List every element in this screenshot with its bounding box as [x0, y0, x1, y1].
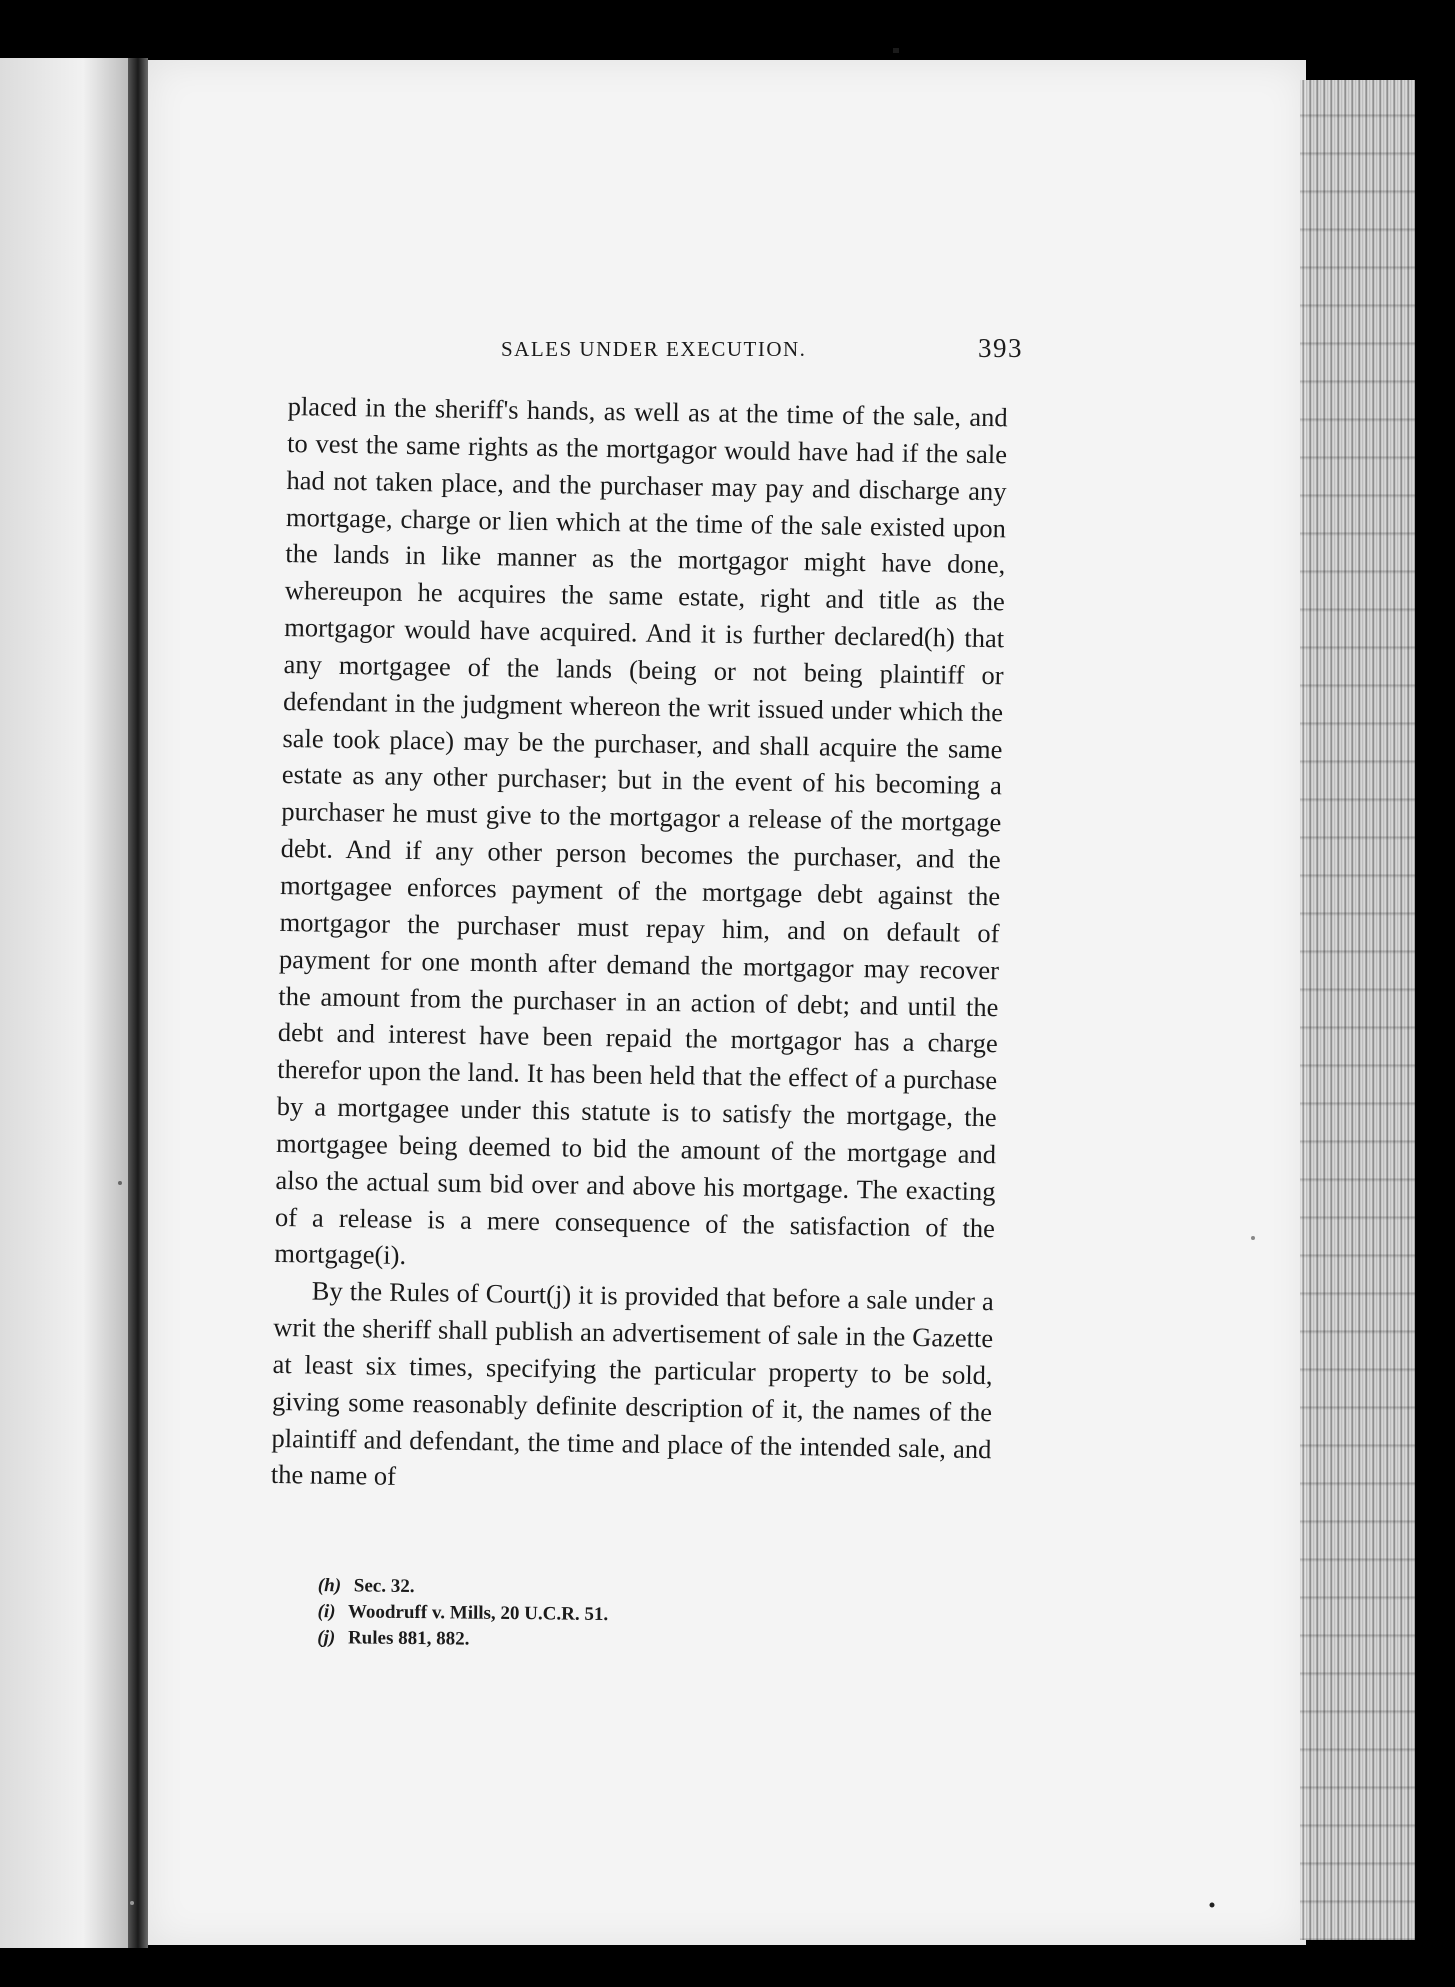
footnotes [317, 1573, 918, 1657]
footnote-mark: (i) [317, 1600, 336, 1623]
paragraph-2: By the Rules of Court(j) it is provided that before a sale under a writ the sheriff shall publish an advertisement of sale in the Gazette at least six times, specifying the particular property to be sold, giving some reasonably definite description of it, the names of the plaintiff and defendant, the time and place of the intended sale, and the name of [270, 1275, 994, 1492]
footnote-mark: (h) [317, 1574, 342, 1597]
page-number: 393 [978, 333, 1023, 363]
page-fore-edges [1300, 80, 1415, 1940]
footnote-text: Rules 881, 882. [347, 1627, 470, 1650]
running-head: SALES UNDER EXECUTION. [501, 337, 807, 361]
footnote-text: Woodruff v. Mills, 20 U.C.R. 51. [347, 1601, 609, 1626]
footnote-text: Sec. 32. [353, 1575, 415, 1598]
book-gutter [128, 58, 148, 1948]
footnote-mark: (j) [317, 1626, 336, 1649]
left-page-edge [0, 58, 128, 1948]
body-text [271, 388, 1008, 1504]
paragraph-1: placed in the sheriff's hands, as well as at the time of the sale, and to vest the same rights as the mortgagor would have had if the sale had not taken place, and the purchaser may pay and discharge any mortgage, charge or lien which at the time of the sale existed upon the lands in like manner as the mortgagor might have done, whereupon he acquires the same estate, right and title as the mortgagor would have acquired. And it is further declared(h) that any mortgagee of the lands (being or not being plaintiff or defendant in the judgment whereon the writ issued under which the sale took place) may be the purchaser, and shall acquire the same estate as any other purchaser; but in the event of his becoming a purchaser he must give to the mortgagor a release of the mortgage debt. And if any other person becomes the purchaser, and the mortgagee enforces payment of the mortgage debt against the mortgagor the purchaser must repay him, and on default of payment for one month after demand the mortgagor may recover the amount from the purchaser in an action of debt; and until the debt and interest have been repaid the mortgagor has a charge therefor upon the land. It has been held that the effect of a purchase by a mortgagee under this statute is to satisfy the mortgage, the mortgagee being deemed to bid the amount of the mortgage and also the actual sum bid over and above his mortgage. The exacting of a release is a mere consequence of the satisfaction of the mortgage(i). [274, 390, 1008, 1271]
page-header [497, 333, 1037, 369]
speck [893, 48, 899, 53]
